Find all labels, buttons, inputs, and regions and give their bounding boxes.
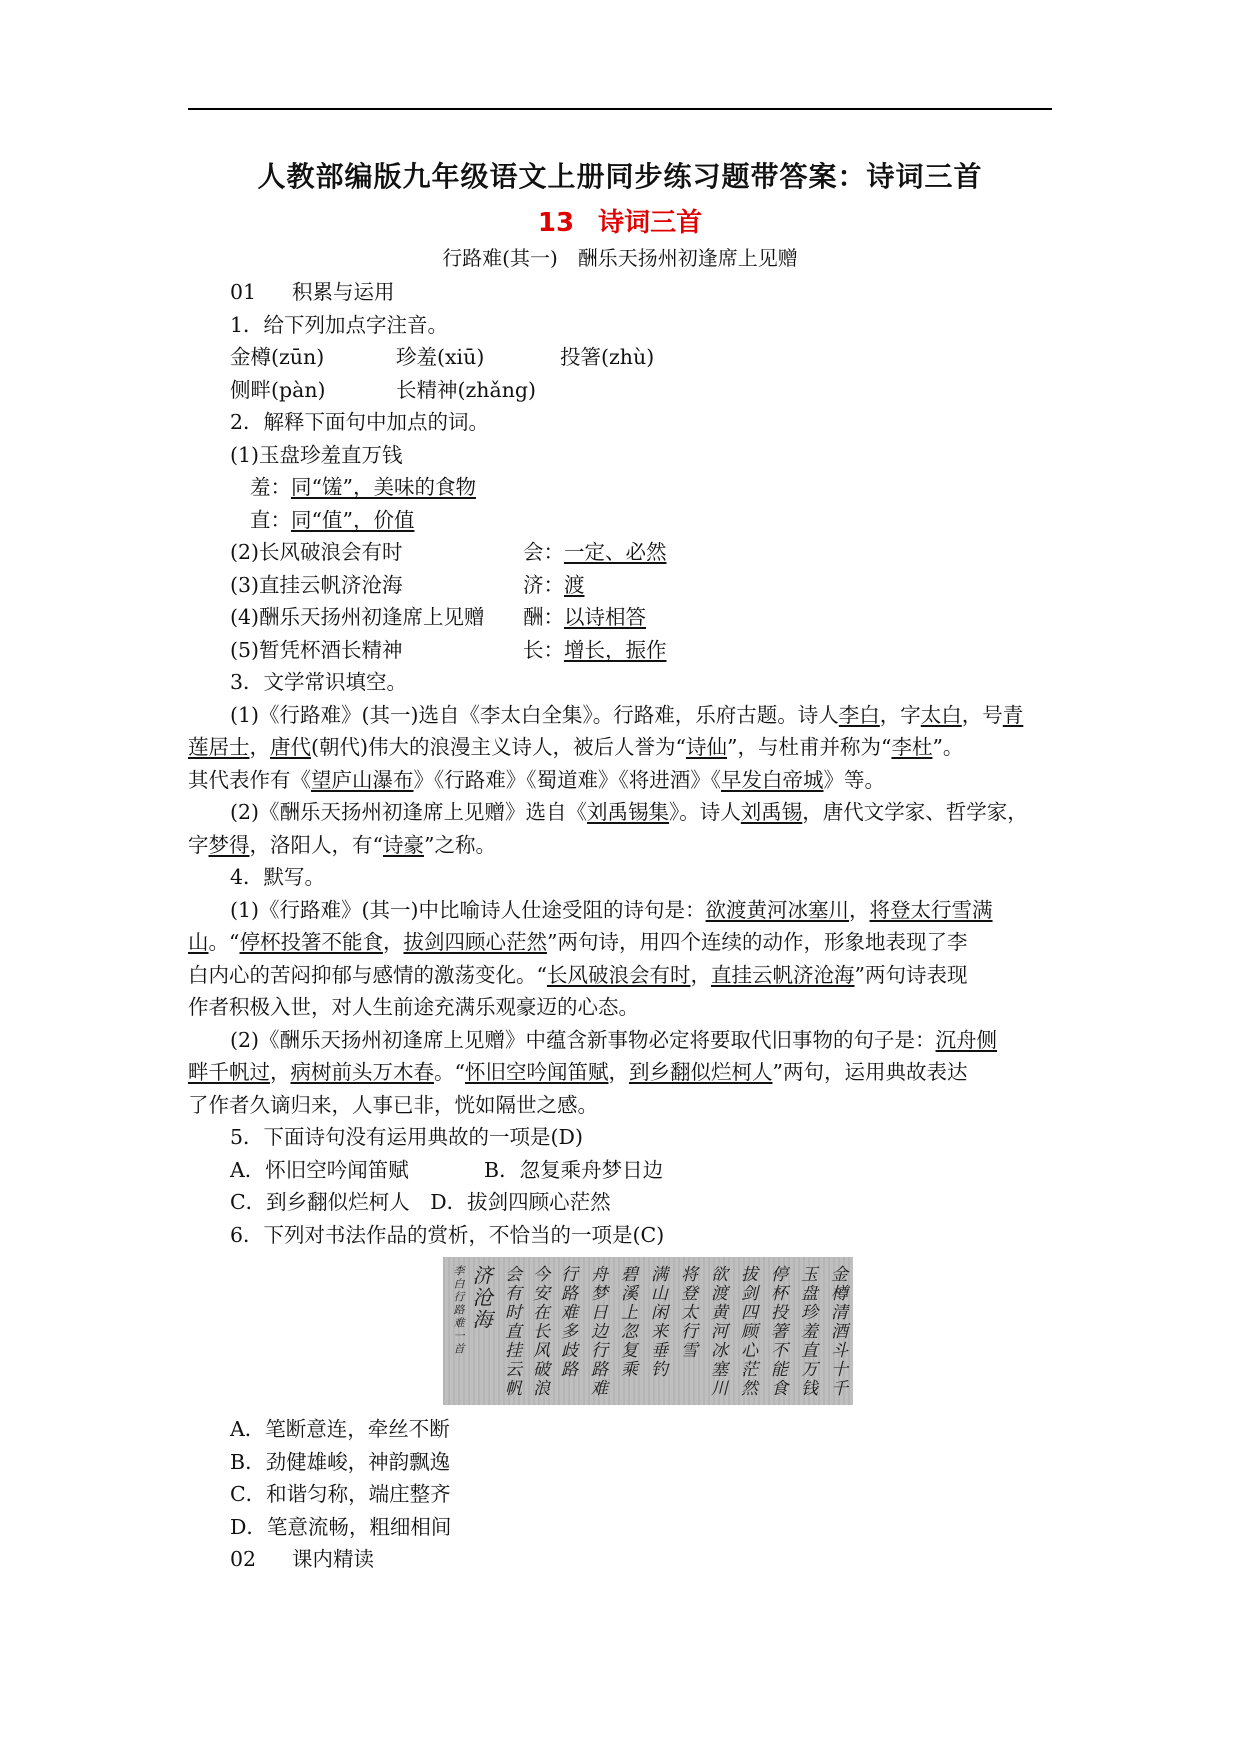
q4-para-1c: 白内心的苦闷抑郁与感情的激荡变化。“长风破浪会有时，直挂云帆济沧海”两句诗表现 [188,962,968,987]
q3-para-2a: (2)《酬乐天扬州初逢席上见赠》选自《刘禹锡集》。诗人刘禹锡，唐代文学家、哲学家， [230,800,1028,824]
q6-stem: 6．下列对书法作品的赏析，不恰当的一项是(C) [230,1222,665,1247]
section-heading-1: 01 积累与运用 [230,280,395,304]
q2-item-2: (2)长风破浪会有时 会：一定、必然 [230,540,667,564]
q2-item-3: (3)直挂云帆济沧海 济：渡 [230,572,585,597]
exercise-content [188,276,1064,1576]
lesson-number: 13 [537,208,575,238]
q3-para-1c: 其代表作有《望庐山瀑布》《行路难》《蜀道难》《将进酒》《早发白帝城》等。 [188,767,885,792]
q6-option-b: B．劲健雄峻，神韵飘逸 [230,1449,451,1474]
q4-para-2b: 畔千帆过，病树前头万木春。“怀旧空吟闻笛赋，到乡翻似烂柯人”两句，运用典故表达 [188,1060,968,1084]
q5-options-row-2: C．到乡翻似烂柯人 D．拔剑四顾心茫然 [230,1190,611,1214]
q6-option-a: A．笔断意连，牵丝不断 [230,1417,450,1441]
document-title: 人教部编版九年级语文上册同步练习题带答案：诗词三首 [257,160,983,193]
q4-para-1d: 作者积极入世，对人生前途充满乐观豪迈的心态。 [188,995,639,1019]
q5-options-row-1: A．怀旧空吟闻笛赋 B．忽复乘舟梦日边 [230,1157,664,1182]
q2-stem: 2．解释下面句中加点的词。 [230,410,490,434]
q2-item-1a: 羞：同“馐”，美味的食物 [250,475,476,499]
q4-para-1b: 山。“停杯投箸不能食，拔剑四顾心茫然”两句诗，用四个连续的动作，形象地表现了李 [188,930,968,954]
q4-para-2a: (2)《酬乐天扬州初逢席上见赠》中蕴含新事物必定将要取代旧事物的句子是：沉舟侧 [230,1027,998,1052]
q3-para-1a: (1)《行路难》(其一)选自《李太白全集》。行路难，乐府古题。诗人李白，字太白，号青 [230,702,1024,727]
q5-stem: 5．下面诗句没有运用典故的一项是(D) [230,1125,583,1149]
poem-subtitle: 行路难(其一) 酬乐天扬州初逢席上见赠 [442,246,798,270]
header-rule [188,108,1052,110]
q3-stem: 3．文学常识填空。 [230,670,408,694]
q4-para-1a: (1)《行路难》(其一)中比喻诗人仕途受阻的诗句是：欲渡黄河冰塞川，将登太行雪满 [230,897,993,922]
q3-para-2b: 字梦得，洛阳人，有“诗豪”之称。 [188,832,496,857]
q2-item-4: (4)酬乐天扬州初逢席上见赠 酬：以诗相答 [230,605,646,629]
q1-stem: 1．给下列加点字注音。 [230,312,449,337]
q2-item-1: (1)玉盘珍羞直万钱 [230,442,403,467]
q2-item-5: (5)暂凭杯酒长精神 长：增长，振作 [230,637,667,662]
calligraphy-image: 金樽清酒斗十千 玉盘珍羞直万钱 停杯投箸不能食 拔剑四顾心茫然 欲渡黄河冰塞川 将登太行雪 满山闲来垂钓 碧溪上忽复乘 舟梦日边行路难 行路难多歧路 今安在长风破浪 会有时直挂云帆 济沧海 李白行路难一首 [443,1257,853,1405]
q2-item-1b: 直：同“值”，价值 [250,507,415,532]
q6-option-d: D．笔意流畅，粗细相间 [230,1514,452,1539]
q4-para-2c: 了作者久谪归来，人事已非，恍如隔世之感。 [188,1092,598,1117]
lesson-heading [188,208,1052,239]
q1-row-1: 金樽(zūn) 珍羞(xiū) 投箸(zhù) [230,345,655,369]
q1-row-2: 侧畔(pàn) 长精神(zhǎng) [230,377,537,402]
lesson-title: 诗词三首 [598,208,703,238]
q3-para-1b: 莲居士，唐代(朝代)伟大的浪漫主义诗人，被后人誉为“诗仙”，与杜甫并称为“李杜”。 [188,735,964,759]
section-heading-2: 02 课内精读 [230,1547,374,1571]
q4-stem: 4．默写。 [230,865,326,889]
q6-option-c: C．和谐匀称，端庄整齐 [230,1482,451,1506]
